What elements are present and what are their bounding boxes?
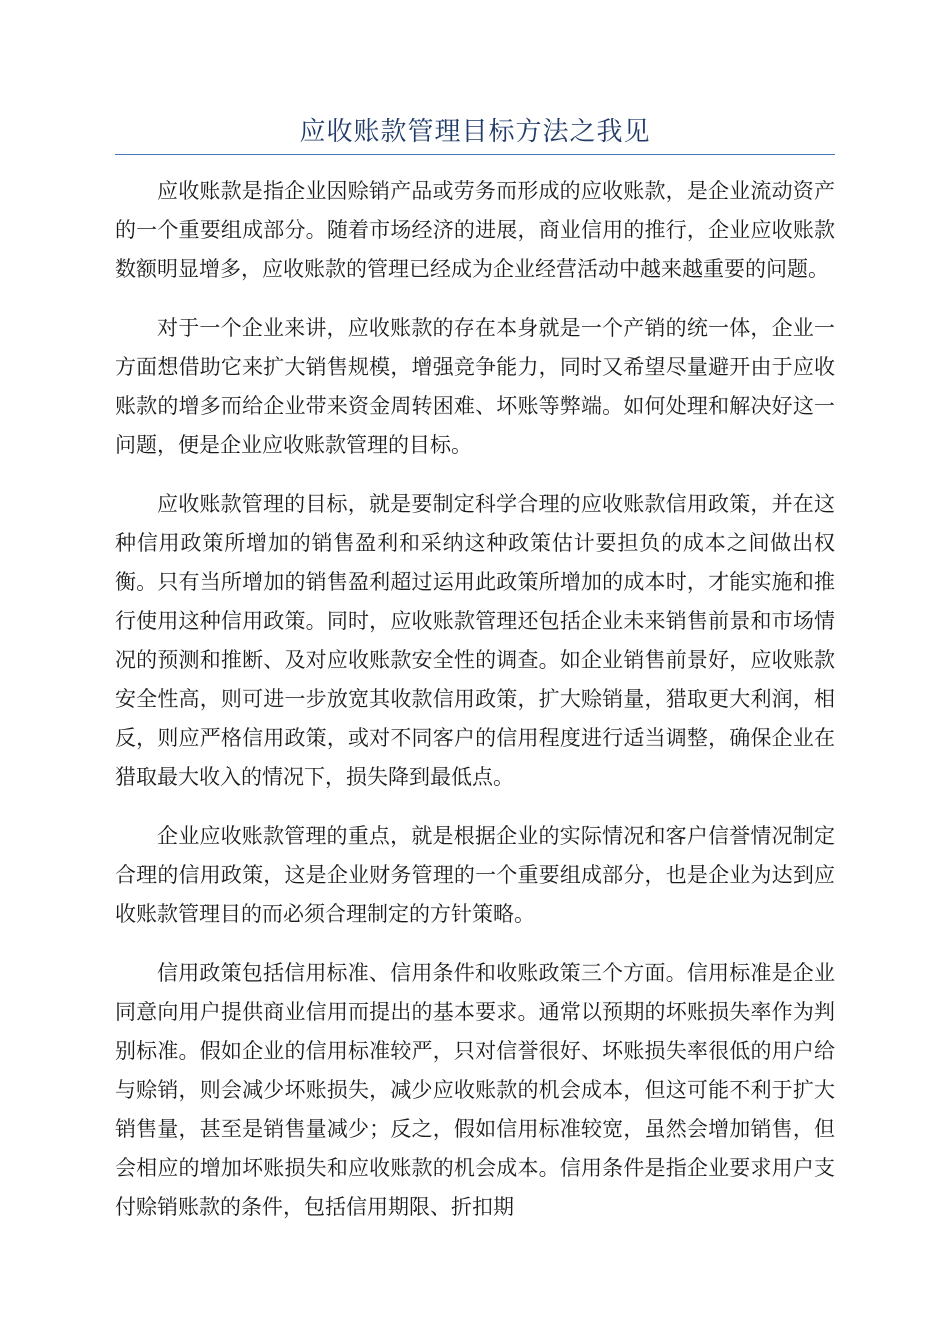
paragraph-1: 应收账款是指企业因赊销产品或劳务而形成的应收账款，是企业流动资产的一个重要组成部分。随着市场经济的进展，商业信用的推行，企业应收账款数额明显增多，应收账款的管理已经成为企业经营活动中越来越重要的问题。	[115, 179, 835, 281]
paragraph-3: 应收账款管理的目标，就是要制定科学合理的应收账款信用政策，并在这种信用政策所增加的销售盈利和采纳这种政策估计要担负的成本之间做出权衡。只有当所增加的销售盈利超过运用此政策所增加的成本时，才能实施和推行使用这种信用政策。同时，应收账款管理还包括企业未来销售前景和市场情况的预测和推断、及对应收账款安全性的调查。如企业销售前景好，应收账款安全性高，则可进一步放宽其收款信用政策，扩大赊销量，猎取更大利润，相反，则应严格信用政策，或对不同客户的信用程度进行适当调整，确保企业在猎取最大收入的情况下，损失降到最低点。	[115, 492, 835, 789]
paragraph-2: 对于一个企业来讲，应收账款的存在本身就是一个产销的统一体，企业一方面想借助它来扩大销售规模，增强竞争能力，同时又希望尽量避开由于应收账款的增多而给企业带来资金周转困难、坏账等弊端。如何处理和解决好这一问题，便是企业应收账款管理的目标。	[115, 316, 835, 457]
document-body	[115, 172, 835, 1247]
paragraph-5: 信用政策包括信用标准、信用条件和收账政策三个方面。信用标准是企业同意向用户提供商业信用而提出的基本要求。通常以预期的坏账损失率作为判别标准。假如企业的信用标准较严，只对信誉很好、坏账损失率很低的用户给与赊销，则会减少坏账损失，减少应收账款的机会成本，但这可能不利于扩大销售量，甚至是销售量减少；反之，假如信用标准较宽，虽然会增加销售，但会相应的增加坏账损失和应收账款的机会成本。信用条件是指企业要求用户支付赊销账款的条件，包括信用期限、折扣期	[115, 961, 835, 1219]
document-title: 应收账款管理目标方法之我见	[299, 117, 651, 147]
title-underline	[115, 154, 835, 155]
paragraph-4: 企业应收账款管理的重点，就是根据企业的实际情况和客户信誉情况制定合理的信用政策，这是企业财务管理的一个重要组成部分，也是企业为达到应收账款管理目的而必须合理制定的方针策略。	[115, 824, 835, 926]
